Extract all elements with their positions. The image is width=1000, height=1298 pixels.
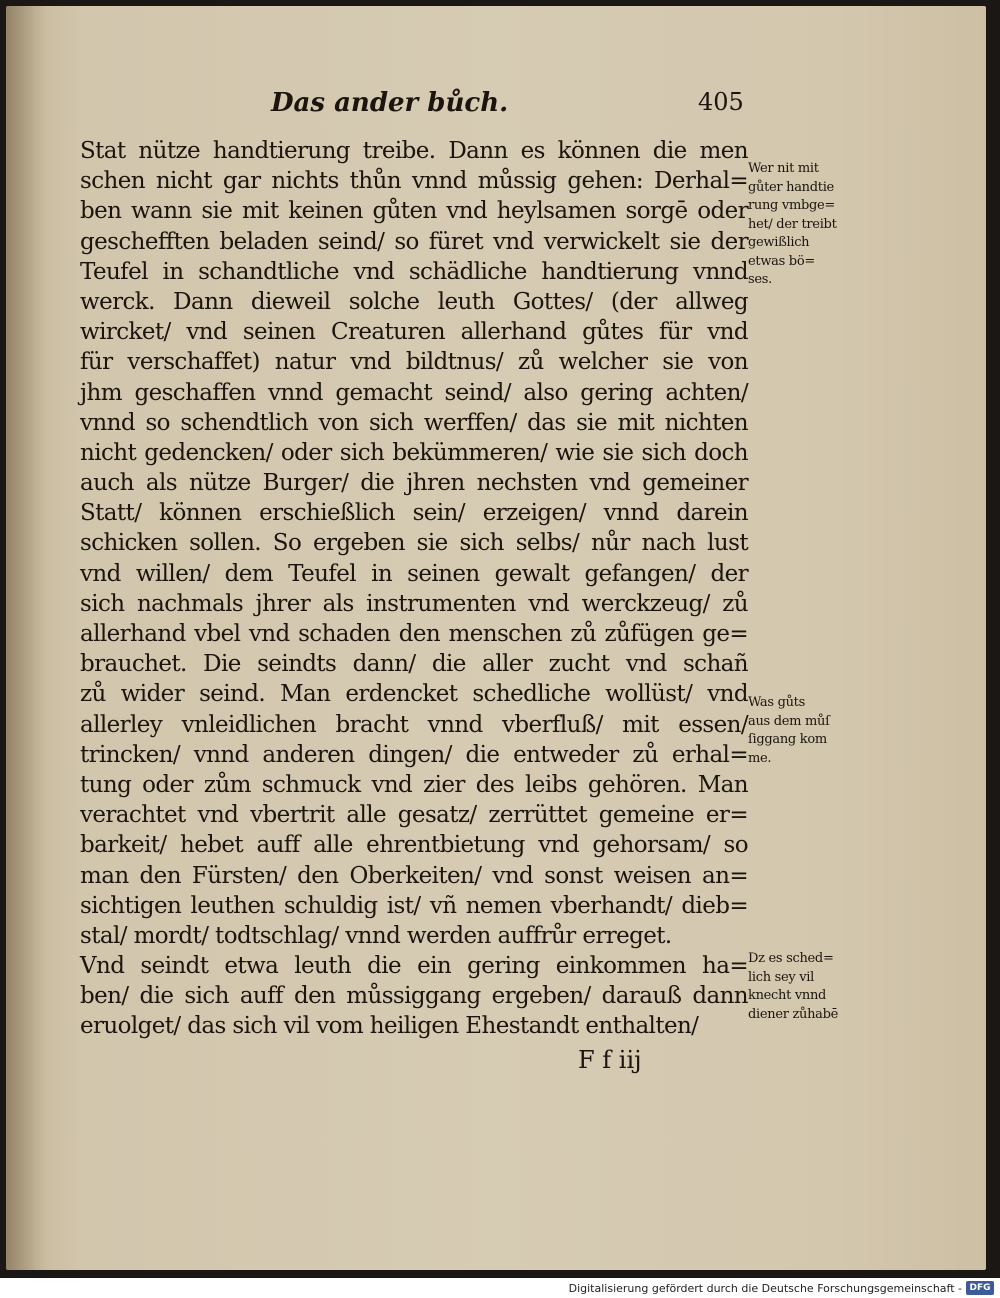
text-line: gescheﬀten beladen seind/ so füret vnd verwickelt sie der xyxy=(80,228,748,255)
main-text-block xyxy=(80,136,748,1042)
text-line: jhm geschaffen vnnd gemacht seind/ also gering achten/ xyxy=(80,379,748,406)
text-line: Vnd seindt etwa leuth die ein gering einkommen ha= xyxy=(80,953,748,980)
note-line: lich sey vil xyxy=(748,969,815,985)
note-line: ses. xyxy=(748,272,772,287)
text-line: barkeit/ hebet auff alle ehrentbietung vnd gehorsam/ so xyxy=(80,832,748,859)
text-line: sichtigen leuthen schuldig ist/ vñ nemen vberhandt/ dieb= xyxy=(80,892,748,919)
note-line: me. xyxy=(748,750,772,766)
text-line: nicht gedencken/ oder sich bekümmeren/ wie sie sich doch xyxy=(80,439,748,466)
dfg-credit-text: Digitalisierung gefördert durch die Deutsche Forschungsgemeinschaft - xyxy=(568,1282,962,1295)
text-line: vnnd so schendtlich von sich werffen/ das sie mit nichten xyxy=(80,409,748,436)
note-line: diener zůhabē xyxy=(748,1006,839,1022)
note-line: gůter handtie xyxy=(748,179,834,195)
text-line: werck. Dann dieweil solche leuth Gottes/ (der allweg xyxy=(80,288,748,315)
text-line: vnd willen/ dem Teufel in seinen gewalt gefangen/ der xyxy=(80,560,748,587)
note-line: knecht vnnd xyxy=(748,988,827,1003)
text-line: schen nicht gar nichts thůn vnnd můssig gehen: Derhal= xyxy=(80,168,748,195)
text-line: schicken sollen. So ergeben sie sich selbs/ nůr nach lust xyxy=(80,530,748,557)
note-line: Was gůts xyxy=(748,695,805,710)
note-line: ſiggang kom xyxy=(748,732,827,747)
marginal-note xyxy=(748,694,866,768)
text-line: wircket/ vnd seinen Creaturen allerhand gůtes für vnd xyxy=(80,319,748,346)
note-line: Dz es sched= xyxy=(748,951,834,966)
text-line: eruolget/ das sich vil vom heiligen Ehestandt enthalten/ xyxy=(80,1013,699,1040)
text-line: ben/ die sich auff den můssiggang ergeben/ darauß dann xyxy=(80,983,748,1010)
note-line: aus dem můſ xyxy=(748,713,830,729)
note-line: gewißlich xyxy=(748,235,810,250)
signature-mark: F f iij xyxy=(578,1046,642,1074)
marginal-note xyxy=(748,160,866,290)
page-number: 405 xyxy=(698,88,744,116)
text-line: allerley vnleidlichen bracht vnnd vberfluß/ mit essen/ xyxy=(80,711,748,738)
text-line: Statt/ können erschießlich sein/ erzeigen/ vnnd darein xyxy=(80,500,748,527)
book-page xyxy=(6,6,986,1270)
text-line: brauchet. Die seindts dann/ die aller zucht vnd schañ xyxy=(80,651,748,678)
text-line: auch als nütze Burger/ die jhren nechsten vnd gemeiner xyxy=(80,470,748,497)
text-line: Teufel in schandtliche vnd schädliche handtierung vnnd xyxy=(80,258,748,285)
running-head: Das ander bůch. xyxy=(271,88,509,118)
dfg-logo-icon: DFG xyxy=(966,1281,994,1295)
note-line: het/ der treibt xyxy=(748,216,837,232)
text-line: Stat nütze handtierung treibe. Dann es können die men xyxy=(80,138,748,164)
note-line: rung vmbge= xyxy=(748,198,836,213)
text-line: allerhand vbel vnd schaden den menschen zů zůfügen ge= xyxy=(80,621,748,647)
text-line: zů wider seind. Man erdencket schedliche wollüst/ vnd xyxy=(80,681,748,708)
marginal-note xyxy=(748,950,866,1024)
note-line: Wer nit mit xyxy=(748,161,819,176)
text-line: verachtet vnd vbertrit alle gesatz/ zerrüttet gemeine er= xyxy=(80,802,748,829)
text-line: für verschaffet) natur vnd bildtnus/ zů welcher sie von xyxy=(80,349,748,376)
note-line: etwas bö= xyxy=(748,253,815,269)
text-line: stal/ mordt/ todtschlag/ vnnd werden auffrůr erreget. xyxy=(80,922,672,949)
text-line: tung oder zům schmuck vnd zier des leibs gehören. Man xyxy=(80,771,748,798)
text-line: sich nachmals jhrer als instrumenten vnd werckzeug/ zů xyxy=(80,590,748,617)
text-line: man den Fürsten/ den Oberkeiten/ vnd sonst weisen an= xyxy=(80,862,748,889)
text-line: trincken/ vnnd anderen dingen/ die entweder zů erhal= xyxy=(80,741,748,768)
text-line: ben wann sie mit keinen gůten vnd heylsamen sorgē oder xyxy=(80,198,748,225)
